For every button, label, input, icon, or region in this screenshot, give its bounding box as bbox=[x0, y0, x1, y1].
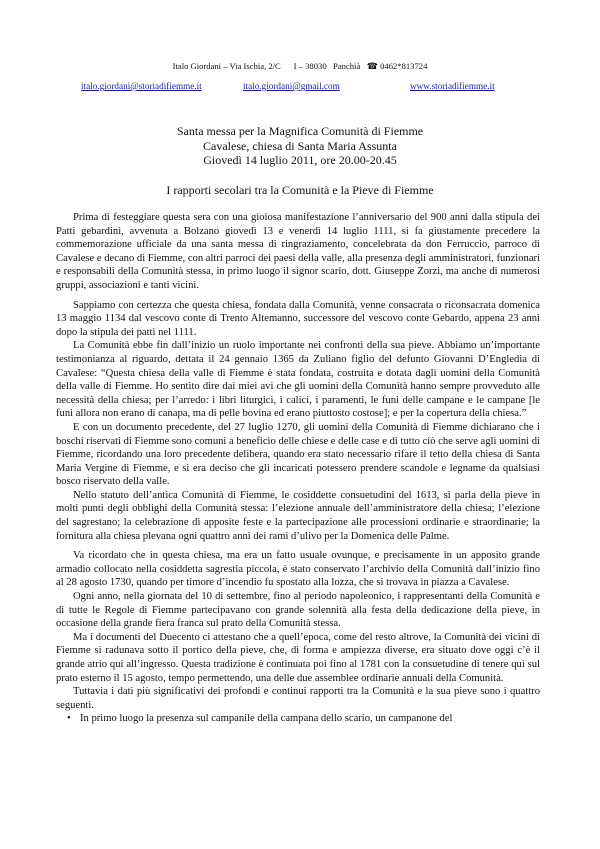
paragraph: Ogni anno, nella giornata del 10 di settembre, fino al periodo napoleonico, i rappresentanti della Comunità e di tutte le Regole di Fiemme partecipavano con grande solennità alla festa della dedicazione della pieve, in occasione della grande fiera franca sul prato della Comunità stessa. bbox=[56, 591, 540, 630]
paragraph: Va ricordato che in questa chiesa, ma era un fatto usuale ovunque, e precisamente in un apposito grande armadio collocato nella cosiddetta sagrestia piccola, è stato conservato l’archivio della Comunità dall’inizio fino al 28 agosto 1730, quando per timore d’incendio fu spostato alla lozza, che si trovava in piazza a Cavalese. bbox=[56, 550, 540, 589]
title-line-3: Giovedì 14 luglio 2011, ore 20.00-20.45 bbox=[203, 153, 397, 167]
paragraph: Ma i documenti del Duecento ci attestano che a quell’epoca, come del resto altrove, la Comunità dei vicini di Fiemme si radunava sotto il portico della pieve, che, di forma e ampiezza diverse, era situato dove oggi c’è il grande atrio qui all’ingresso. Questa tradizione è continuata poi fino al 1781 con la consuetudine di tenere qui sul prato esterno il 15 agosto, tempo permettendo, una delle due assemblee ordinarie annuali della Comunità. bbox=[56, 631, 540, 684]
phone-number: 0462*813724 bbox=[380, 61, 428, 71]
title-line-1: Santa messa per la Magnifica Comunità di Fiemme bbox=[176, 124, 424, 138]
paragraph: Tuttavia i dati più significativi dei profondi e continui rapporti tra la Comunità e la sua pieve sono i quattro seguenti. bbox=[56, 686, 540, 711]
paragraph: Nello statuto dell’antica Comunità di Fiemme, le cosiddette consuetudini del 1613, si parla della pieve in molti punti degli obblighi della Comunità stessa: l’elezione annuale dell’amministratore della chiesa; l’elezione del sagrestano; la celebrazione di apposite feste e la partecipazione alle processioni ordinarie e straordinarie; la fornitura alla chiesa plevana ogni quattro anni dei rami d’ulivo per la Domenica delle Palme. bbox=[56, 489, 540, 542]
section-heading: I rapporti secolari tra la Comunità e la Pieve di Fiemme bbox=[166, 183, 434, 197]
title-line-2: Cavalese, chiesa di Santa Maria Assunta bbox=[203, 138, 397, 153]
paragraph: Sappiamo con certezza che questa chiesa, fondata dalla Comunità, venne consacrata o riconsacrata domenica 13 maggio 1134 dal vescovo conte di Trento Altemanno, successore del vescovo conte Gebardo, appena 23 anni dopo la stipula dei patti nel 1111. bbox=[56, 299, 540, 338]
list-item bbox=[67, 712, 540, 726]
website-link[interactable]: www.storiadifiemme.it bbox=[410, 81, 495, 91]
sender-address: Italo Giordani – Via Ischia, 2/C I – 38030 Panchià bbox=[172, 61, 361, 71]
document-body bbox=[56, 211, 540, 726]
list-item-text: In primo luogo la presenza sul campanile della campana dello scario, un campanone del bbox=[80, 713, 453, 725]
sender-address-line bbox=[0, 61, 600, 72]
title-block bbox=[0, 124, 600, 168]
phone-icon: ☎ bbox=[366, 61, 378, 71]
paragraph: E con un documento precedente, del 27 luglio 1270, gli uomini della Comunità di Fiemme dichiarano che i boschi riservati di Fiemme sono comuni a beneficio delle chiese e delle case e di tutto ciò che serve agli uomini di Fiemme, ricordando una loro precedente delibera, quando era stato necessario rifare il tetto della chiesa di Santa Maria Vergine di Fiemme, e si era deciso che gli incaricati potessero prendere scandole e legname da qualsiasi bosco riservato della valle. bbox=[56, 421, 540, 488]
bullet-icon: • bbox=[67, 713, 71, 725]
paragraph: La Comunità ebbe fin dall’inizio un ruolo importante nei confronti della sua pieve. Abbiamo un’importante testimonianza al riguardo, dettata il 24 gennaio 1365 da Zuliano figlio del defunto Giovanni D’Engledia di Cavalese: “Questa chiesa della valle di Fiemme è stata fondata, costruita e dotata dagli uomini della Comunità della valle di Fiemme. Ho sentito dire dai miei avi che gli uomini della Comunità hanno sempre provveduto alle necessità della chiesa; per l’arredo: i libri liturgici, i calici, i paramenti, le funi delle campane e le campane [le funi allora non erano di canapa, ma di pelle bovina ed erano piuttosto costose]; e per la copertura della chiesa.” bbox=[56, 340, 540, 420]
paragraph: Prima di festeggiare questa sera con una gioiosa manifestazione l’anniversario del 900 anni dalla stipula dei Patti gebardini, avvenuta a Bolzano giovedì 13 e venerdì 14 luglio 1111, si fa giustamente precedere la commemorazione ufficiale da una santa messa di ringraziamento, concelebrata da don Ferruccio, parroco di Cavalese e decano di Fiemme, con altri parroci dei paesi della valle, alla presenza degli amministratori, funzionari e responsabili della Comunità stessa, in primo luogo il signor scario, dott. Giuseppe Zorzi, ma anche di numerosi gruppi, associazioni e tanti vicini. bbox=[56, 212, 540, 291]
email-link-gmail[interactable]: italo.giordani@gmail.com bbox=[243, 81, 340, 91]
bullet-list bbox=[56, 712, 540, 726]
email-link-storiadifiemme[interactable]: italo.giordani@storiadifiemme.it bbox=[81, 81, 202, 91]
